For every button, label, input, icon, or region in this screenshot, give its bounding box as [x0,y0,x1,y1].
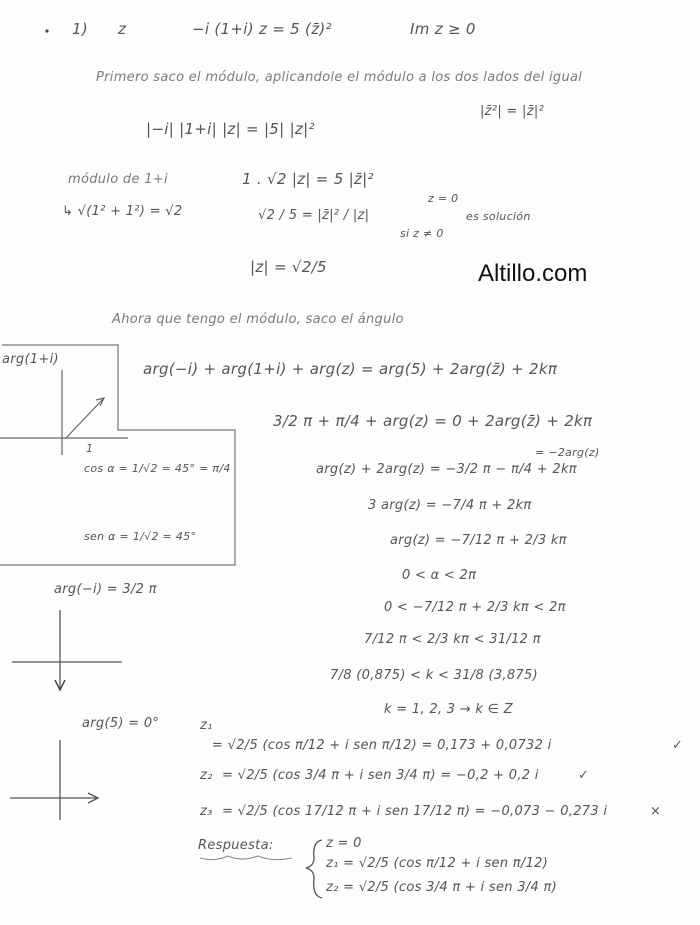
answer-brace [306,840,322,898]
es-solucion-note: es solución [466,210,531,223]
root-3-cross-icon: × [650,804,662,819]
vector-1-plus-i [66,398,104,438]
margin-dot [45,29,48,32]
problem-condition: Im z ≥ 0 [410,20,476,38]
root-1-label: z₁ [200,718,213,733]
step-1: arg(−i) + arg(1+i) + arg(z) = arg(5) + 2arg(z̄) + 2kπ [143,360,558,378]
problem-equation: −i (1+i) z = 5 (z̄)² [192,20,332,38]
cos-alpha: cos α = 1/√2 = 45° = π/4 [84,462,231,475]
z-zero-note: z = 0 [428,192,459,205]
root-1-expr: = √2/5 (cos π/12 + i sen π/12) = 0,173 + 0,0732 i [212,738,552,753]
arg-5: arg(5) = 0° [82,716,160,731]
answer-2: z₁ = √2/5 (cos π/12 + i sen π/12) [326,856,549,871]
root-1-check-icon: ✓ [672,738,684,753]
sen-alpha: sen α = 1/√2 = 45° [84,530,197,543]
step-7: 0 < −7/12 π + 2/3 kπ < 2π [384,600,566,615]
step-8: 7/12 π < 2/3 kπ < 31/12 π [364,632,541,647]
arg-1-plus-i-label: arg(1+i) [2,352,59,367]
step-5: arg(z) = −7/12 π + 2/3 kπ [390,533,567,548]
root-2-label: z₂ [200,768,213,783]
problem-variable: z [118,20,127,38]
problem-number: 1) [72,20,88,38]
answer-underline [200,856,292,860]
intro-angle-text: Ahora que tengo el módulo, saco el ángulo [112,312,404,327]
modulus-equation-2: 1 . √2 |z| = 5 |z̄|² [242,170,374,188]
step-10: k = 1, 2, 3 → k ∈ Z [384,702,513,717]
answer-label: Respuesta: [198,838,274,853]
modulus-conjugate-rule: |z̄²| = |z̄|² [480,104,545,119]
step-3: arg(z) + 2arg(z) = −3/2 π − π/4 + 2kπ [316,462,577,477]
z-not-zero-note: si z ≠ 0 [400,227,444,240]
modulus-ratio: √2 / 5 = |z̄|² / |z| [258,208,370,223]
intro-modulus-text: Primero saco el módulo, aplicandole el módulo a los dos lados del igual [96,70,583,85]
root-2-expr: = √2/5 (cos 3/4 π + i sen 3/4 π) = −0,2 + 0,2 i [222,768,539,783]
step-2: 3/2 π + π/4 + arg(z) = 0 + 2arg(z̄) + 2kπ [273,412,593,430]
answer-3: z₂ = √2/5 (cos 3/4 π + i sen 3/4 π) [326,880,557,895]
modulus-label: módulo de 1+i [68,172,168,187]
watermark-text: Altillo.com [478,260,588,287]
arg-minus-i: arg(−i) = 3/2 π [54,582,157,597]
root-3-label: z₃ [200,804,213,819]
modulus-sqrt: ↳ √(1² + 1²) = √2 [62,204,183,219]
answer-1: z = 0 [326,836,362,851]
modulus-result: |z| = √2/5 [250,258,327,276]
diagram-unit-label: 1 [86,442,94,455]
step-6: 0 < α < 2π [402,568,477,583]
root-3-expr: = √2/5 (cos 17/12 π + i sen 17/12 π) = −0,073 − 0,273 i [222,804,608,819]
modulus-equation: |−i| |1+i| |z| = |5| |z|² [146,120,315,138]
step-9: 7/8 (0,875) < k < 31/8 (3,875) [330,668,538,683]
step-4: 3 arg(z) = −7/4 π + 2kπ [368,498,532,513]
root-2-check-icon: ✓ [578,768,590,783]
step-2-note: = −2arg(z) [535,446,600,459]
